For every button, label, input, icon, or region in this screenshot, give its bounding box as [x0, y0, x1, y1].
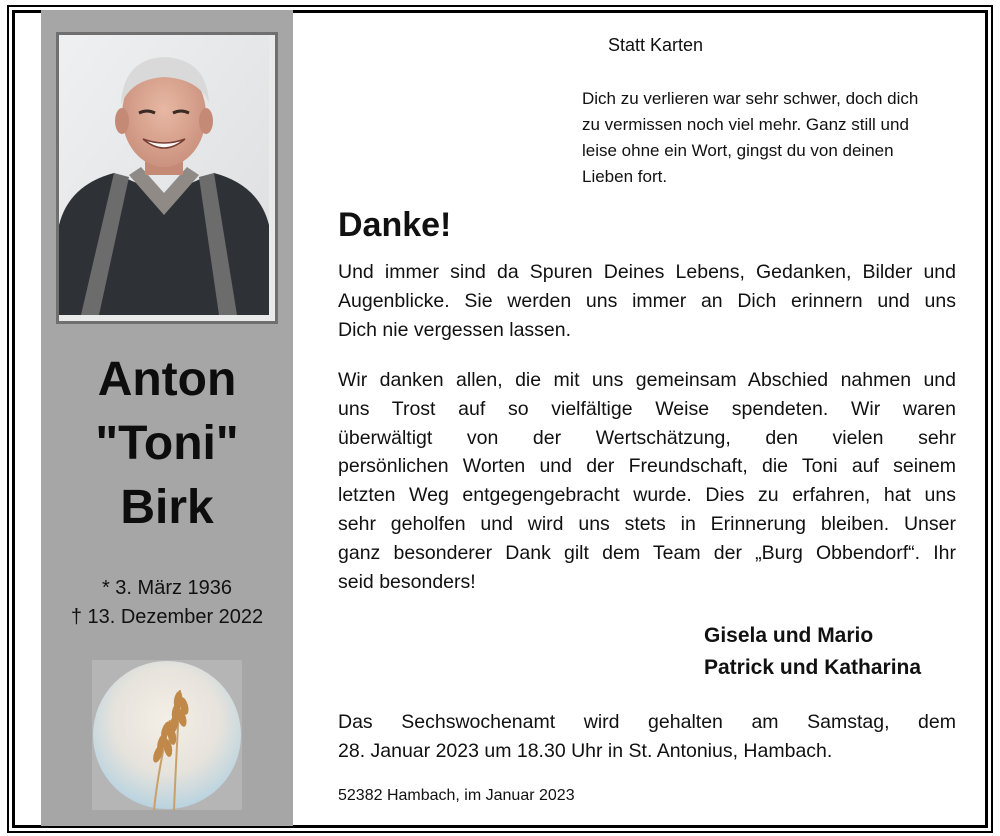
deceased-nickname: "Toni" — [95, 417, 239, 470]
notice-line: Das Sechswochenamt wird gehalten am Samstag, dem — [338, 711, 956, 733]
signer-line: Gisela und Mario — [704, 624, 874, 647]
portrait-illustration-icon — [59, 35, 269, 315]
paragraph-line: uns Trost auf so vielfältige Weise spendeten. Wir waren — [338, 397, 956, 420]
deceased-name — [41, 348, 293, 540]
paragraph-line: Dich nie vergessen lassen. — [338, 318, 572, 341]
paragraph-line: Und immer sind da Spuren Deines Lebens, Gedanken, Bilder und — [338, 261, 956, 283]
mass-notice — [338, 708, 956, 766]
deceased-last-name: Birk — [120, 481, 214, 534]
paragraph-memories — [338, 258, 956, 344]
signers-block — [704, 620, 921, 684]
paragraph-line: Wir danken allen, die mit uns gemeinsam Abschied nahmen und — [338, 369, 956, 391]
quote-block — [582, 86, 962, 190]
birth-date: * 3. März 1936 — [101, 577, 233, 599]
quote-line: Lieben fort. — [582, 167, 668, 186]
statt-karten-label: Statt Karten — [608, 35, 704, 55]
wheat-image — [92, 660, 242, 810]
paragraph-line: sehr geholfen und wird uns stets in Erinnerung bleiben. Unser — [338, 512, 956, 535]
signer-line: Patrick und Katharina — [704, 656, 922, 679]
quote-line: Dich zu verlieren war sehr schwer, doch dich — [582, 89, 919, 108]
portrait-photo — [56, 32, 278, 324]
paragraph-line: persönlichen Worten und der Freundschaft, die Toni auf seinem — [338, 455, 956, 478]
quote-line: zu vermissen noch viel mehr. Ganz still und — [582, 115, 909, 134]
paragraph-line: letzten Weg entgegengebracht wurde. Dies zu erfahren, hat uns — [338, 484, 956, 507]
quote-line: leise ohne ein Wort, gingst du von deinen — [582, 141, 894, 160]
paragraph-line: seid besonders! — [338, 570, 476, 593]
notice-line: 28. Januar 2023 um 18.30 Uhr in St. Antonius, Hambach. — [338, 739, 833, 762]
paragraph-line: überwältigt von der Wertschätzung, den vielen sehr — [338, 426, 956, 449]
place-date: 52382 Hambach, im Januar 2023 — [338, 787, 575, 804]
paragraph-line: Augenblicke. Sie werden uns immer an Dich erinnern und uns — [338, 289, 956, 312]
wheat-icon — [92, 660, 242, 810]
life-dates — [41, 574, 293, 632]
death-date: † 13. Dezember 2022 — [70, 606, 264, 628]
deceased-first-name: Anton — [97, 353, 237, 406]
danke-heading: Danke! — [338, 206, 452, 244]
paragraph-thanks — [338, 366, 956, 596]
paragraph-line: ganz besonderer Dank gilt dem Team der „Burg Obbendorf“. Ihr — [338, 541, 956, 564]
